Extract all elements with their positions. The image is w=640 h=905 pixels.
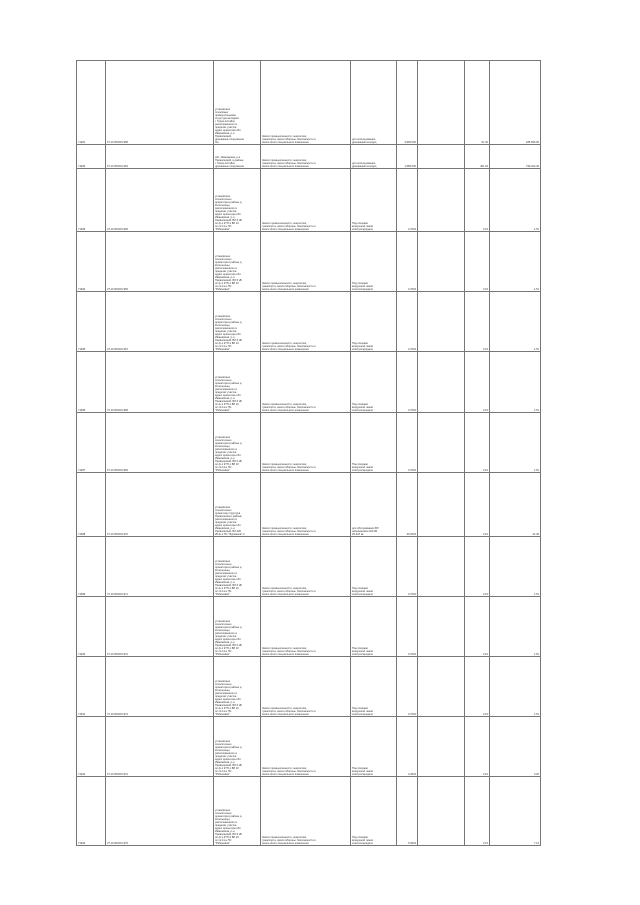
land-category-cell: Земли промышленности, энергетики, транспорта, земли обороны, безопасности и земли иного специального назначения xyxy=(261,292,351,352)
total-cell: 1.51 xyxy=(490,413,541,473)
table-row xyxy=(77,717,541,777)
area-cell: 5.3004 xyxy=(397,777,418,846)
rate-cell: 2.15 xyxy=(465,473,490,537)
table-row xyxy=(77,473,541,537)
location-description-cell: обл. Ивановская, р-н Приволжский, в районе г. Горно-Алтайск, дренажные сооружения xyxy=(214,145,261,169)
total-cell: 1.51 xyxy=(490,657,541,717)
rate-cell: 2.15 xyxy=(465,597,490,657)
cadastral-code-cell: 37.10.000201.967 xyxy=(106,292,214,352)
row-id-cell: 71481 xyxy=(77,61,106,145)
land-category-cell: Земли промышленности, энергетики, транспорта, земли обороны, безопасности и земли иного специального назначения xyxy=(261,61,351,145)
cadastral-code-cell: 37.10.000201.974 xyxy=(106,717,214,777)
land-category-cell: Земли промышленности, энергетики, транспорта, земли обороны, безопасности и земли иного специального назначения xyxy=(261,717,351,777)
permitted-use-cell: для использования дренажный колодец xyxy=(351,145,397,169)
cadastral-code-cell: 37.10.000201.970 xyxy=(106,473,214,537)
permitted-use-cell: для использования дренажный колодец xyxy=(351,61,397,145)
location-description-cell: установлено относительно ориентира в районе д. Котельницы, расположенного в пределах участка адрес ориентира обл. Ивановская, р-н Приволжский, ВЛ 6 кВ оп ф-1 КТП-1 ВЛ 10 оп № 11-н ПС "Рябиновая" xyxy=(214,169,261,232)
land-category-cell: Земли промышленности, энергетики, транспорта, земли обороны, безопасности и земли иного специального назначения xyxy=(261,352,351,413)
permitted-use-cell: Под опорами воздушной линии электропередачи xyxy=(351,352,397,413)
row-id-cell: 71487 xyxy=(77,413,106,473)
total-cell: 1.51 xyxy=(490,352,541,413)
row-id-cell: 71486 xyxy=(77,352,106,413)
location-description-cell: установлено относительно ориентира в районе д. Котельницы, расположенного в пределах участка адрес ориентира обл. Ивановская, р-н Приволжский, ВЛ 6 кВ оп ф-1 КТП-1 ВЛ 10 оп № 11-н ПС "Рябиновая" xyxy=(214,413,261,473)
area-cell: 0.7004 xyxy=(397,413,418,473)
cadastral-code-cell: 37.10.000201.973 xyxy=(106,657,214,717)
area-cell: 3.4004 xyxy=(397,717,418,777)
value-cell xyxy=(418,232,465,292)
row-id-cell: 71491 xyxy=(77,657,106,717)
cadastral-code-cell: 37.10.000201.969 xyxy=(106,413,214,473)
value-cell xyxy=(418,145,465,169)
table-row xyxy=(77,232,541,292)
cadastral-code-cell: 37.10.000201.975 xyxy=(106,777,214,846)
table-row xyxy=(77,537,541,597)
land-category-cell: Земли промышленности, энергетики, транспорта, земли обороны, безопасности и земли иного специального назначения xyxy=(261,232,351,292)
row-id-cell: 71483 xyxy=(77,169,106,232)
rate-cell: 2.15 xyxy=(465,537,490,597)
rate-cell: 2.15 xyxy=(465,232,490,292)
location-description-cell: установлено относительно ориентира в районе д. Котельницы, расположенного в пределах участка адрес ориентира обл. Ивановская, р-н Приволжский, ВЛ 6 кВ оп ф-1 КТП-1 ВЛ 10 оп № 11-н ПС "Рябиновая" xyxy=(214,657,261,717)
cadastral-code-cell: 37.10.000201.968 xyxy=(106,352,214,413)
location-description-cell: установлено относительно ориентира в районе д. Котельницы, расположенного в пределах участка адрес ориентира обл. Ивановская, р-н Приволжский, ВЛ 6 кВ оп ф-1 КТП-1 ВЛ 10 оп № 11-н ПС "Рябиновая" xyxy=(214,597,261,657)
value-cell xyxy=(418,777,465,846)
cadastral-code-cell: 37.10.000201.968 xyxy=(106,61,214,145)
table-row xyxy=(77,413,541,473)
location-description-cell: установлено относительно ориентира в районе д. Котельницы, расположенного в пределах участка адрес ориентира обл. Ивановская, р-н Приволжский, ВЛ 6 кВ оп ф-1 КТП-1 ВЛ 10 оп № 11-н ПС "Рябиновая" xyxy=(214,537,261,597)
total-cell: 41.46 xyxy=(490,473,541,537)
total-cell: 1.51 xyxy=(490,292,541,352)
value-cell xyxy=(418,169,465,232)
permitted-use-cell: Под опорами воздушной линии электропередачи xyxy=(351,537,397,597)
location-description-cell: установлено относительно ориентира структура Приволжского района, расположенного в пределах участка адрес ориентира обл. Ивановская, р-н Приволжский, ВЛ 220 кВ ф-1 ПС "Фурманов"-2 xyxy=(214,473,261,537)
area-cell: 0.7004 xyxy=(397,232,418,292)
permitted-use-cell: Под опорами воздушной линии электропередачи xyxy=(351,717,397,777)
table-row xyxy=(77,352,541,413)
table-row xyxy=(77,657,541,717)
land-registry-table xyxy=(76,60,541,846)
cadastral-code-cell: 37.10.000201.971 xyxy=(106,537,214,597)
value-cell xyxy=(418,537,465,597)
value-cell xyxy=(418,61,465,145)
area-cell: 1.586.000 xyxy=(397,145,418,169)
rate-cell: 461.04 xyxy=(465,145,490,169)
value-cell xyxy=(418,717,465,777)
total-cell: 1.51 xyxy=(490,537,541,597)
table-row xyxy=(77,597,541,657)
rate-cell: 2.15 xyxy=(465,352,490,413)
permitted-use-cell: Под опорами воздушной линии электропередачи xyxy=(351,777,397,846)
location-description-cell: установлено относительно ориентира в районе д. Котельницы, расположенного в пределах участка адрес ориентира обл. Ивановская, р-н Приволжский, ВЛ 6 кВ оп ф-1 КТП-1 ВЛ 10 оп № 11-н ПС "Рябиновая" xyxy=(214,777,261,846)
table-row xyxy=(77,169,541,232)
rate-cell: 2.15 xyxy=(465,717,490,777)
value-cell xyxy=(418,292,465,352)
total-cell: 1.51 xyxy=(490,232,541,292)
value-cell xyxy=(418,657,465,717)
location-description-cell: установлено относимых прямоугольников структура методика г. Горно-Алтайск, расположенного в пределах участка адрес ориентира обл. Ивановская, р-н Приволжский, дренажные сооружения б/н xyxy=(214,61,261,145)
rate-cell: 2.15 xyxy=(465,657,490,717)
rate-cell: 2.15 xyxy=(465,169,490,232)
cadastral-code-cell: 37.10.000201.964 xyxy=(106,145,214,169)
area-cell: 3.600.000 xyxy=(397,61,418,145)
land-category-cell: Земли промышленности, энергетики, транспорта, земли обороны, безопасности и земли иного специального назначения xyxy=(261,777,351,846)
permitted-use-cell: для обслуживания ВЛ напряжением 220 кВ 25-31б кв xyxy=(351,473,397,537)
area-cell: 0.7004 xyxy=(397,597,418,657)
land-category-cell: Земли промышленности, энергетики, транспорта, земли обороны, безопасности и земли иного специального назначения xyxy=(261,145,351,169)
area-cell: 0.7004 xyxy=(397,537,418,597)
permitted-use-cell: Под опорами воздушной линии электропередачи xyxy=(351,413,397,473)
cadastral-code-cell: 37.10.000201.972 xyxy=(106,597,214,657)
row-id-cell: 71485 xyxy=(77,292,106,352)
land-category-cell: Земли промышленности, энергетики, транспорта, земли обороны, безопасности и земли иного специального назначения xyxy=(261,597,351,657)
row-id-cell: 71484 xyxy=(77,232,106,292)
total-cell: 1.51 xyxy=(490,597,541,657)
land-category-cell: Земли промышленности, энергетики, транспорта, земли обороны, безопасности и земли иного специального назначения xyxy=(261,537,351,597)
land-category-cell: Земли промышленности, энергетики, транспорта, земли обороны, безопасности и земли иного специального назначения xyxy=(261,169,351,232)
land-category-cell: Земли промышленности, энергетики, транспорта, земли обороны, безопасности и земли иного специального назначения xyxy=(261,473,351,537)
total-cell: 1.51 xyxy=(490,169,541,232)
location-description-cell: установлено относительно ориентира в районе д. Котельницы, расположенного в пределах участка адрес ориентира обл. Ивановская, р-н Приволжский, ВЛ 6 кВ оп ф-1 КТП-1 ВЛ 10 оп № 11-н ПС "Рябиновая" xyxy=(214,232,261,292)
row-id-cell: 71489 xyxy=(77,537,106,597)
area-cell: 30.0004 xyxy=(397,473,418,537)
total-cell: 739.224.40 xyxy=(490,145,541,169)
permitted-use-cell: Под опорами воздушной линии электропередачи xyxy=(351,232,397,292)
permitted-use-cell: Под опорами воздушной линии электропередачи xyxy=(351,169,397,232)
row-id-cell: 71488 xyxy=(77,473,106,537)
area-cell: 0.7004 xyxy=(397,292,418,352)
location-description-cell: установлено относительно ориентира в районе д. Котельницы, расположенного в пределах участка адрес ориентира обл. Ивановская, р-н Приволжский, ВЛ 6 кВ оп ф-1 КТП-1 ВЛ 10 оп № 11-н ПС "Рябиновая" xyxy=(214,717,261,777)
table-row xyxy=(77,145,541,169)
permitted-use-cell: Под опорами воздушной линии электропередачи xyxy=(351,292,397,352)
land-category-cell: Земли промышленности, энергетики, транспорта, земли обороны, безопасности и земли иного специального назначения xyxy=(261,657,351,717)
table-row xyxy=(77,777,541,846)
row-id-cell: 71482 xyxy=(77,145,106,169)
total-cell: 185.846.00 xyxy=(490,61,541,145)
value-cell xyxy=(418,473,465,537)
row-id-cell: 71492 xyxy=(77,717,106,777)
location-description-cell: установлено относительно ориентира в районе д. Котельницы, расположенного в пределах участка адрес ориентира обл. Ивановская, р-н Приволжский, ВЛ 6 кВ оп ф-1 КТП-1 ВЛ 10 оп № 11-н ПС "Рябиновая" xyxy=(214,292,261,352)
value-cell xyxy=(418,597,465,657)
cadastral-code-cell: 37.10.000201.966 xyxy=(106,232,214,292)
row-id-cell: 71493 xyxy=(77,777,106,846)
location-description-cell: установлено относительно ориентира в районе д. Котельницы, расположенного в пределах участка адрес ориентира обл. Ивановская, р-н Приволжский, ВЛ 6 кВ оп ф-1 КТП-1 ВЛ 10 оп № 11-н ПС "Рябиновая" xyxy=(214,352,261,413)
land-category-cell: Земли промышленности, энергетики, транспорта, земли обороны, безопасности и земли иного специального назначения xyxy=(261,413,351,473)
value-cell xyxy=(418,413,465,473)
area-cell: 0.7004 xyxy=(397,657,418,717)
permitted-use-cell: Под опорами воздушной линии электропередачи xyxy=(351,657,397,717)
value-cell xyxy=(418,352,465,413)
area-cell: 0.7004 xyxy=(397,352,418,413)
rate-cell: 2.15 xyxy=(465,292,490,352)
rate-cell: 51.32 xyxy=(465,61,490,145)
total-cell: 3.25 xyxy=(490,717,541,777)
table-row xyxy=(77,61,541,145)
total-cell: 7.14 xyxy=(490,777,541,846)
rate-cell: 2.15 xyxy=(465,413,490,473)
cadastral-code-cell: 37.10.000201.965 xyxy=(106,169,214,232)
permitted-use-cell: Под опорами воздушной линии электропередачи xyxy=(351,597,397,657)
table-row xyxy=(77,292,541,352)
rate-cell: 2.15 xyxy=(465,777,490,846)
area-cell: 0.7004 xyxy=(397,169,418,232)
row-id-cell: 71490 xyxy=(77,597,106,657)
